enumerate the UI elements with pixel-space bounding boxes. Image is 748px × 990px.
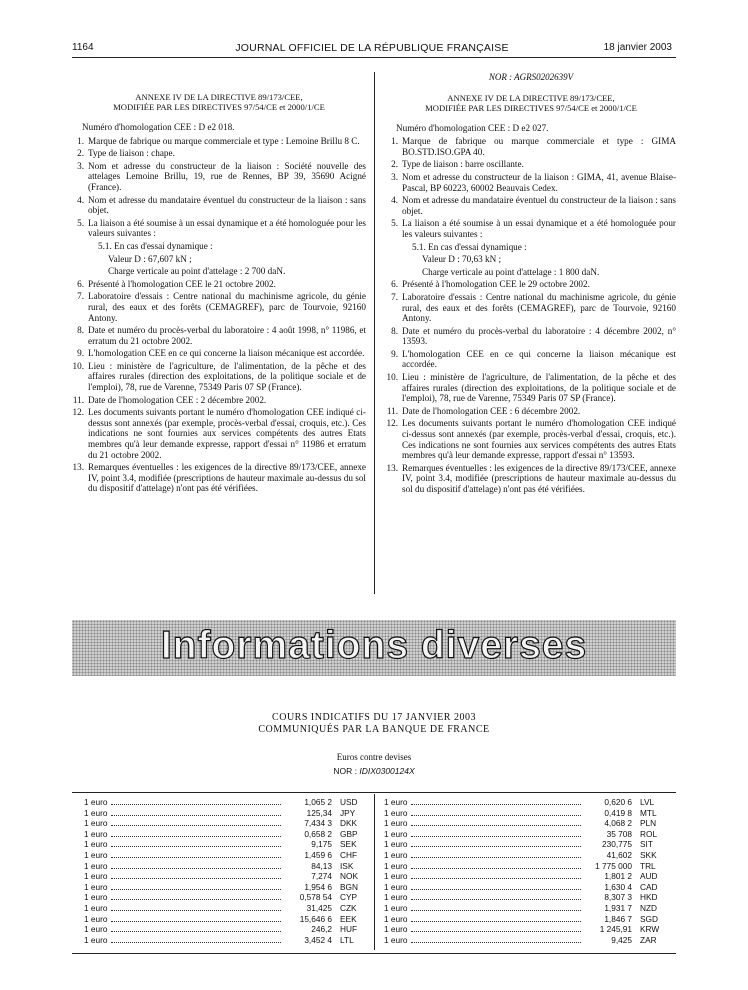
rates-column-left <box>84 797 366 945</box>
item-text: Laboratoire d'essais : Centre national du machinisme agricole, du génie rural, des eaux et des forêts (CEMAGREF), parc de Tourvoie, 92160 Antony. <box>402 291 676 324</box>
rate-row <box>84 892 366 903</box>
item-text: Charge verticale au point d'attelage : 2 700 daN. <box>108 266 286 277</box>
list-item <box>72 161 366 193</box>
annex-heading <box>72 92 366 112</box>
currency-code: GBP <box>340 828 358 839</box>
item-text: La liaison a été soumise à un essai dynamique et a été homologuée pour les valeurs suivantes : <box>88 217 366 239</box>
currency-code: TRL <box>640 860 656 871</box>
running-header <box>72 42 672 56</box>
rate-row <box>84 882 366 893</box>
leader-dots <box>411 942 581 943</box>
rate-row <box>84 914 366 925</box>
item-text: Nom et adresse du constructeur de la liaison : Société nouvelle des attelages Lemoine Brillu, 19, rue de Rennes, BP 39, 35690 Acigné (France). <box>88 160 366 192</box>
rate-value: 31,425 <box>306 902 332 913</box>
currency-code: AUD <box>640 871 658 882</box>
item-text: Date de l'homologation CEE : 6 décembre 2002. <box>402 405 581 416</box>
leader-dots <box>411 889 581 890</box>
rates-column-right <box>384 797 666 945</box>
leader-dots <box>411 931 581 932</box>
rates-nor <box>72 766 676 776</box>
item-number: 11. <box>72 394 84 405</box>
item-number: 2. <box>391 159 398 170</box>
list-item <box>386 349 676 370</box>
rate-row <box>384 818 666 829</box>
list-item <box>72 348 366 359</box>
rate-value: 0,419 8 <box>604 807 632 818</box>
list-item <box>386 418 676 460</box>
rate-unit: 1 euro <box>84 860 108 871</box>
annex-heading <box>386 93 676 113</box>
leader-dots <box>411 857 581 858</box>
leader-dots <box>111 836 281 837</box>
rate-row <box>384 829 666 840</box>
rate-unit: 1 euro <box>84 807 108 818</box>
annex-line: MODIFIÉE PAR LES DIRECTIVES 97/54/CE et 2000/1/CE <box>113 102 325 112</box>
rate-value: 1,630 4 <box>604 881 632 892</box>
item-text: Nom et adresse du mandataire éventuel du constructeur de la liaison : sans objet. <box>88 194 366 216</box>
rate-value: 3,452 4 <box>304 934 332 945</box>
currency-code: CYP <box>340 892 358 903</box>
rate-unit: 1 euro <box>84 839 108 850</box>
annex-line: ANNEXE IV DE LA DIRECTIVE 89/173/CEE, <box>135 92 303 102</box>
list-item <box>386 279 676 290</box>
rate-unit: 1 euro <box>384 797 408 807</box>
list-item <box>72 148 366 159</box>
rate-unit: 1 euro <box>84 913 108 924</box>
currency-code: ROL <box>640 828 658 839</box>
currency-code: HUF <box>340 924 358 935</box>
currency-code: LVL <box>640 797 655 807</box>
leader-dots <box>411 846 581 847</box>
rate-value: 1,801 2 <box>604 871 632 882</box>
currency-code: CHF <box>340 849 358 860</box>
list-item <box>386 267 676 278</box>
list-item <box>386 406 676 417</box>
list-item <box>386 254 676 265</box>
rate-unit: 1 euro <box>384 924 408 935</box>
rate-value: 7,434 3 <box>304 818 332 829</box>
leader-dots <box>411 878 581 879</box>
item-text: Laboratoire d'essais : Centre national du machinisme agricole, du génie rural, des eaux et des forêts (CEMAGREF), parc de Tourvoie, 92160 Antony. <box>88 291 366 323</box>
currency-code: SGD <box>640 913 658 924</box>
list-item <box>72 325 366 346</box>
item-number: 7. <box>77 291 84 302</box>
rate-value: 230,775 <box>602 839 632 850</box>
rate-row <box>84 935 366 946</box>
rate-value: 1,954 6 <box>304 881 332 892</box>
page-number: 1164 <box>72 42 94 53</box>
item-number: 3. <box>391 171 398 182</box>
currency-code: SEK <box>340 839 357 850</box>
item-number: 7. <box>391 291 398 302</box>
leader-dots <box>111 910 281 911</box>
rate-unit: 1 euro <box>384 934 408 945</box>
leader-dots <box>111 899 281 900</box>
item-text: Marque de fabrique ou marque commerciale et type : GIMA BO.STD.ISO.GPA 40. <box>402 136 676 157</box>
rate-value: 15,646 6 <box>299 913 332 924</box>
list-item <box>386 218 676 239</box>
item-number: 4. <box>77 194 84 205</box>
leader-dots <box>411 921 581 922</box>
item-number: 12. <box>72 407 84 418</box>
rate-row <box>84 829 366 840</box>
section-banner-title: Informations diverses <box>160 624 588 667</box>
rate-value: 7,274 <box>311 871 332 882</box>
item-number: 9. <box>77 348 84 359</box>
item-number: 1. <box>77 135 84 146</box>
rate-row <box>84 839 366 850</box>
nor-code: IDIX0300124X <box>359 766 415 776</box>
rate-value: 1,459 6 <box>304 849 332 860</box>
rate-row <box>84 861 366 872</box>
rate-row <box>84 903 366 914</box>
leader-dots <box>111 857 281 858</box>
item-text: Lieu : ministère de l'agriculture, de l'alimentation, de la pêche et des affaires rurales (direction des exploitations, de la politique sociale et de l'emploi), 78, rue de Varenne, 75349 Paris 07 SP (France). <box>402 372 676 404</box>
list-item <box>72 395 366 406</box>
rate-value: 246,2 <box>311 924 332 935</box>
currency-code: LTL <box>340 934 354 945</box>
leader-dots <box>111 815 281 816</box>
list-item <box>386 326 676 347</box>
leader-dots <box>411 910 581 911</box>
rate-row <box>384 903 666 914</box>
leader-dots <box>111 825 281 826</box>
rate-row <box>84 871 366 882</box>
rate-value: 9,175 <box>311 839 332 850</box>
item-number: 5. <box>77 217 84 228</box>
item-number: 10. <box>386 372 398 383</box>
list-item <box>386 195 676 216</box>
nor-reference: NOR : AGRS0202639V <box>488 72 574 82</box>
list-item <box>386 172 676 193</box>
currency-code: ISK <box>340 860 354 871</box>
currency-code: USD <box>340 797 358 807</box>
list-item <box>386 242 676 253</box>
rate-unit: 1 euro <box>384 913 408 924</box>
item-text: Date de l'homologation CEE : 2 décembre 2002. <box>88 394 267 405</box>
journal-title: JOURNAL OFFICIEL DE LA RÉPUBLIQUE FRANÇAISE <box>235 42 509 54</box>
list-item <box>386 372 676 404</box>
rate-unit: 1 euro <box>384 902 408 913</box>
item-number: 5. <box>391 218 398 229</box>
rates-title-line: COMMUNIQUÉS PAR LA BANQUE DE FRANCE <box>258 724 490 735</box>
rate-value: 0,578 54 <box>299 892 332 903</box>
item-number: 3. <box>77 160 84 171</box>
leader-dots <box>411 868 581 869</box>
rate-unit: 1 euro <box>84 924 108 935</box>
leader-dots <box>411 815 581 816</box>
leader-dots <box>411 836 581 837</box>
rate-value: 0,658 2 <box>304 828 332 839</box>
currency-code: SIT <box>640 839 653 850</box>
rate-unit: 1 euro <box>84 892 108 903</box>
item-text: Valeur D : 70,63 kN ; <box>422 254 502 265</box>
rate-unit: 1 euro <box>84 849 108 860</box>
item-list <box>386 136 676 494</box>
rate-row <box>384 871 666 882</box>
rate-unit: 1 euro <box>84 818 108 829</box>
annex-line: ANNEXE IV DE LA DIRECTIVE 89/173/CEE, <box>447 92 615 103</box>
list-item <box>72 136 366 147</box>
rate-row <box>84 924 366 935</box>
item-text: Présenté à l'homologation CEE le 29 octobre 2002. <box>402 279 590 290</box>
rate-value: 1 245,91 <box>599 924 632 935</box>
currency-code: MTL <box>640 807 657 818</box>
list-item <box>72 254 366 265</box>
item-number: 6. <box>77 278 84 289</box>
item-number: 13. <box>72 462 84 473</box>
rate-row <box>384 839 666 850</box>
item-number: 4. <box>391 195 398 206</box>
item-number: 8. <box>391 325 398 336</box>
rate-value: 1,846 7 <box>604 913 632 924</box>
currency-code: CZK <box>340 902 357 913</box>
leader-dots <box>111 868 281 869</box>
item-text: Lieu : ministère de l'agriculture, de l'alimentation, de la pêche et des affaires rurales (direction des exploitations, de la politique sociale et de l'emploi), 78, rue de Varenne, 75349 Paris 07 SP (France). <box>88 360 366 393</box>
rate-value: 84,13 <box>311 860 332 871</box>
rate-value: 41,602 <box>606 849 632 860</box>
currency-code: ZAR <box>640 934 657 945</box>
rate-row <box>84 797 366 808</box>
item-text: Les documents suivants portant le numéro d'homologation CEE indiqué ci-dessus sont annexés (par exemple, procès-verbal d'essai, croquis, etc.). Ces indications ne sont fournies aux services compétents des autres Etats membres qu'à leur demande expresse, rapport d'essai n° 11986 et erratum du 21 octobre 2002. <box>88 407 366 460</box>
rate-value: 0,620 6 <box>604 797 632 807</box>
homologation-number: Numéro d'homologation CEE : D e2 018. <box>82 122 235 132</box>
rate-row <box>384 892 666 903</box>
leader-dots <box>411 804 581 805</box>
item-text: L'homologation CEE en ce qui concerne la liaison mécanique est accordée. <box>402 348 676 370</box>
rates-title-line: COURS INDICATIFS DU 17 JANVIER 2003 <box>272 712 476 723</box>
rate-unit: 1 euro <box>384 860 408 871</box>
list-item <box>72 407 366 460</box>
item-number: 8. <box>77 325 84 336</box>
item-text: Les documents suivants portant le numéro d'homologation CEE indiqué ci-dessus sont annexés (par exemple, procès-verbal d'essai, croquis, etc.). Ces indications ne sont fournies aux services compétents des autres Etats membres qu'à leur demande expresse, rapport d'essai n° 13593. <box>402 418 676 461</box>
rate-value: 125,34 <box>306 807 332 818</box>
rates-subtitle: Euros contre devises <box>336 752 412 762</box>
list-item <box>72 218 366 239</box>
list-item <box>72 462 366 494</box>
item-number: 2. <box>77 148 84 159</box>
currency-code: JPY <box>340 807 356 818</box>
rate-row <box>384 861 666 872</box>
rate-row <box>384 935 666 946</box>
rate-unit: 1 euro <box>84 797 108 807</box>
currency-code: SKK <box>640 849 657 860</box>
rate-unit: 1 euro <box>384 839 408 850</box>
currency-code: KRW <box>640 924 660 935</box>
currency-code: CAD <box>640 881 658 892</box>
left-column <box>72 92 366 496</box>
rate-unit: 1 euro <box>84 828 108 839</box>
list-item <box>386 463 676 495</box>
rates-table-divider <box>374 794 375 950</box>
item-text: Marque de fabrique ou marque commerciale et type : Lemoine Brillu 8 C. <box>88 135 360 146</box>
item-text: Nom et adresse du constructeur de la liaison : GIMA, 41, avenue Blaise-Pascal, BP 60223, 60002 Beauvais Cedex. <box>402 171 676 193</box>
currency-code: HKD <box>640 892 658 903</box>
homologation-number: Numéro d'homologation CEE : D e2 027. <box>396 122 549 133</box>
leader-dots <box>111 804 281 805</box>
rate-value: 8,307 3 <box>604 892 632 903</box>
leader-dots <box>111 878 281 879</box>
item-number: 1. <box>391 136 398 147</box>
rate-row <box>84 808 366 819</box>
nor-label: NOR : <box>333 766 357 776</box>
leader-dots <box>111 931 281 932</box>
rate-unit: 1 euro <box>384 828 408 839</box>
right-column <box>386 72 676 497</box>
rate-unit: 1 euro <box>84 934 108 945</box>
rate-unit: 1 euro <box>84 902 108 913</box>
item-text: Type de liaison : chape. <box>88 148 175 159</box>
annex-line: MODIFIÉE PAR LES DIRECTIVES 97/54/CE et 2000/1/CE <box>425 102 637 113</box>
item-text: Présenté à l'homologation CEE le 21 octobre 2002. <box>88 278 276 289</box>
rate-row <box>84 850 366 861</box>
leader-dots <box>111 942 281 943</box>
list-item <box>72 361 366 393</box>
rate-row <box>384 914 666 925</box>
currency-code: DKK <box>340 818 358 829</box>
item-number: 10. <box>72 360 84 371</box>
list-item <box>386 159 676 170</box>
list-item <box>386 292 676 324</box>
list-item <box>386 136 676 157</box>
issue-date: 18 janvier 2003 <box>603 42 672 53</box>
list-item <box>72 279 366 290</box>
rate-unit: 1 euro <box>384 881 408 892</box>
currency-code: PLN <box>640 818 657 829</box>
item-text: Date et numéro du procès-verbal du laboratoire : 4 décembre 2002, n° 13593. <box>402 325 676 347</box>
item-text: Nom et adresse du mandataire éventuel du constructeur de la liaison : sans objet. <box>402 195 676 216</box>
item-text: La liaison a été soumise à un essai dynamique et a été homologuée pour les valeurs suivantes : <box>402 218 676 239</box>
rate-value: 1,065 2 <box>304 797 332 807</box>
item-text: 5.1. En cas d'essai dynamique : <box>98 240 213 251</box>
currency-code: BGN <box>340 881 358 892</box>
item-text: Remarques éventuelles : les exigences de la directive 89/173/CEE, annexe IV, point 3.4, modifiée (prescriptions de hauteur maximale au-dessus du sol du dispositif d'attelage) n'ont pas été vérifiées. <box>402 462 676 494</box>
rate-unit: 1 euro <box>384 818 408 829</box>
item-text: 5.1. En cas d'essai dynamique : <box>412 241 527 252</box>
rate-value: 9,425 <box>611 934 632 945</box>
item-number: 6. <box>391 279 398 290</box>
rate-row <box>384 850 666 861</box>
rate-unit: 1 euro <box>384 807 408 818</box>
currency-code: NOK <box>340 871 358 882</box>
rate-row <box>84 818 366 829</box>
rate-unit: 1 euro <box>384 849 408 860</box>
currency-code: NZD <box>640 902 658 913</box>
rate-value: 1,931 7 <box>604 902 632 913</box>
item-number: 13. <box>386 462 398 473</box>
leader-dots <box>411 825 581 826</box>
rate-unit: 1 euro <box>84 871 108 882</box>
rate-value: 35 708 <box>606 828 632 839</box>
item-text: Remarques éventuelles : les exigences de la directive 89/173/CEE, annexe IV, point 3.4, modifiée (prescriptions de hauteur maximale au-dessus du sol du dispositif d'attelage) n'ont pas été vérifiées. <box>88 462 366 494</box>
leader-dots <box>111 846 281 847</box>
rate-unit: 1 euro <box>384 892 408 903</box>
rate-row <box>384 808 666 819</box>
rate-value: 1 775 000 <box>595 860 632 871</box>
currency-code: EEK <box>340 913 357 924</box>
leader-dots <box>111 921 281 922</box>
item-text: L'homologation CEE en ce qui concerne la liaison mécanique est accordée. <box>88 348 365 359</box>
rate-row <box>384 797 666 808</box>
list-item <box>72 241 366 252</box>
list-item <box>72 195 366 216</box>
list-item <box>72 266 366 277</box>
column-divider <box>374 72 375 594</box>
leader-dots <box>111 889 281 890</box>
header-rule <box>72 57 676 58</box>
item-list <box>72 136 366 494</box>
leader-dots <box>411 899 581 900</box>
rate-value: 4,068 2 <box>604 818 632 829</box>
item-text: Date et numéro du procès-verbal du laboratoire : 4 août 1998, n° 11986, et erratum du 21 octobre 2002. <box>88 325 366 346</box>
item-text: Valeur D : 67,607 kN ; <box>108 253 192 264</box>
rate-unit: 1 euro <box>84 881 108 892</box>
list-item <box>72 291 366 323</box>
item-text: Charge verticale au point d'attelage : 1 800 daN. <box>422 266 600 277</box>
rate-unit: 1 euro <box>384 871 408 882</box>
rates-heading <box>72 712 676 736</box>
rate-row <box>384 924 666 935</box>
item-number: 9. <box>391 348 398 359</box>
item-number: 11. <box>386 405 398 416</box>
item-number: 12. <box>386 418 398 429</box>
rate-row <box>384 882 666 893</box>
item-text: Type de liaison : barre oscillante. <box>402 159 524 170</box>
